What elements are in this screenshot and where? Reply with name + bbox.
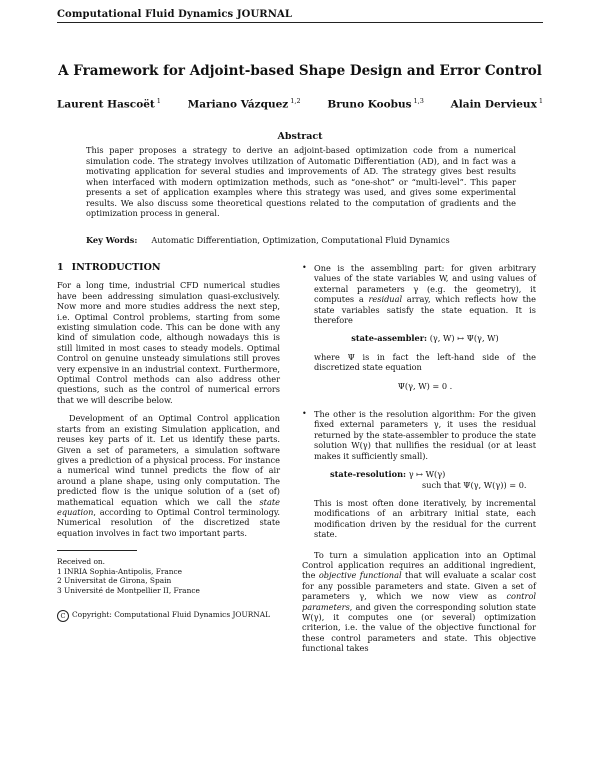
left-column: [57, 263, 280, 622]
bullet-text: This is most often done iteratively, by incremental modifications of an arbitrary initial state, each modification driven by the residual for the current state.: [314, 497, 536, 540]
list-item: [302, 409, 536, 539]
emphasis: state equation: [57, 496, 280, 517]
keywords-value: Automatic Differentiation, Optimization, Computational Fluid Dynamics: [151, 235, 450, 245]
copyright-text: Copyright: Computational Fluid Dynamics JOURNAL: [72, 609, 270, 619]
equation-state: Ψ(γ, W) = 0 .: [397, 380, 453, 391]
equation-state-assembler: state-assembler: (γ, W) ↦ Ψ(γ, W): [351, 333, 499, 344]
abstract-heading: Abstract: [277, 131, 323, 142]
keywords: [86, 235, 516, 245]
author-affiliation: 1: [538, 97, 543, 105]
right-column: [302, 263, 536, 654]
author-affiliation: 1,3: [413, 97, 424, 105]
section-heading: [57, 263, 280, 273]
author: Laurent Hascoët $^1$: [57, 97, 161, 111]
copyright-note: [57, 610, 280, 622]
footnote-rule: [57, 550, 137, 551]
author-affiliation: 1: [156, 97, 161, 105]
section-title: INTRODUCTION: [71, 262, 161, 273]
bullet-text: where Ψ is in fact the left-hand side of the discretized state equation: [314, 351, 536, 373]
equation-state-resolution: state-resolution: γ ↦ W(γ) such that Ψ(γ, W(γ)) = 0.: [330, 469, 527, 490]
affiliation-footnote: 3 Université de Montpellier II, France: [57, 585, 200, 595]
paper-title: A Framework for Adjoint-based Shape Design and Error Control: [58, 63, 542, 79]
keywords-label: Key Words:: [86, 235, 138, 245]
list-item: • One is the assembling part: for given arbitrary values of the state variables W, and using values of external parameters γ (e.g. the geometry), it computes a residual array, which reflects how the state variables satisfy the state equation. It is therefore state-assembler: (γ, W) ↦ Ψ(γ, W) where Ψ is in fact the left-hand side of the discretized state equation Ψ(γ, W) = 0 .: [302, 263, 536, 399]
copyright-icon: C: [57, 610, 69, 622]
bullet-icon: •: [302, 263, 307, 272]
author: Alain Dervieux $^1$: [450, 97, 543, 111]
intro-paragraph-1: For a long time, industrial CFD numerical studies have been addressing simulation quasi-exclusively. Now more and more studies address the next step, i.e. Optimal Control problems, starting from some existing simulation code. This can be done with any kind of simulation code, although nowadays this is still limited in most cases to steady models. Optimal Control on genuine unsteady simulations still proves very expensive in an industrial context. Furthermore, Optimal Control methods can also address other questions, such as the control of numerical errors that we will describe below.: [57, 280, 280, 405]
affiliation-footnote: 2 Universitat de Girona, Spain: [57, 576, 172, 586]
abstract-text: This paper proposes a strategy to derive an adjoint-based optimization code from a numerical simulation code. The strategy involves utilization of Automatic Differentiation (AD), and in fact was a motivating application for several studies and improvements of AD. The strategy gives best results when interfaced with modern optimization methods, such as “one-shot” or “multi-level”. This paper presents a set of application examples where this strategy was used, and gives some experimental results. We also discuss some theoretical questions related to the computation of gradients and the optimization process in general.: [86, 145, 516, 218]
author: Mariano Vázquez $^{1,2}$: [187, 97, 301, 111]
emphasis: control parameters: [302, 591, 536, 612]
section-number: 1: [57, 262, 64, 273]
bullet-text: The other is the resolution algorithm: For the given fixed external parameters γ, it uses the residual returned by the state-assembler to produce the state solution W(γ) that nullifies the residual (or at least makes it sufficiently small).: [314, 409, 536, 461]
intro-paragraph-2: Development of an Optimal Control application starts from an existing Simulation application, and reuses key parts of it. Let us identify these parts. Given a set of parameters, a simulation software gives a prediction of a physical process. For instance a numerical wind tunnel predicts the flow of air around a plane shape, using only computation. The predicted flow is the unique solution of a (set of) mathematical equation which we call the state equation, according to Optimal Control terminology. Numerical resolution of the discretized state equation involves in fact two important parts.: [57, 413, 280, 538]
author-affiliation: 1,2: [290, 97, 301, 105]
header-rule: [57, 22, 543, 23]
received-note: Received on.: [57, 557, 106, 567]
paragraph-objective: To turn a simulation application into an Optimal Control application requires an additional ingredient, the objective functional that will evaluate a scalar cost for any possible parameters and state. Given a set of parameters γ, which we now view as control parameters, and given the corresponding solution state W(γ), it computes one (or several) optimization criterion, i.e. the value of the objective functional for these control parameters and state. This objective functional takes: [302, 549, 536, 654]
running-head: Computational Fluid Dynamics JOURNAL: [57, 9, 292, 20]
bullet-icon: •: [302, 409, 307, 419]
emphasis: objective functional: [318, 570, 402, 581]
emphasis: residual: [368, 294, 403, 305]
author-list: [57, 97, 543, 111]
affiliation-footnote: 1 INRIA Sophia-Antipolis, France: [57, 566, 183, 576]
author: Bruno Koobus $^{1,3}$: [327, 97, 424, 111]
